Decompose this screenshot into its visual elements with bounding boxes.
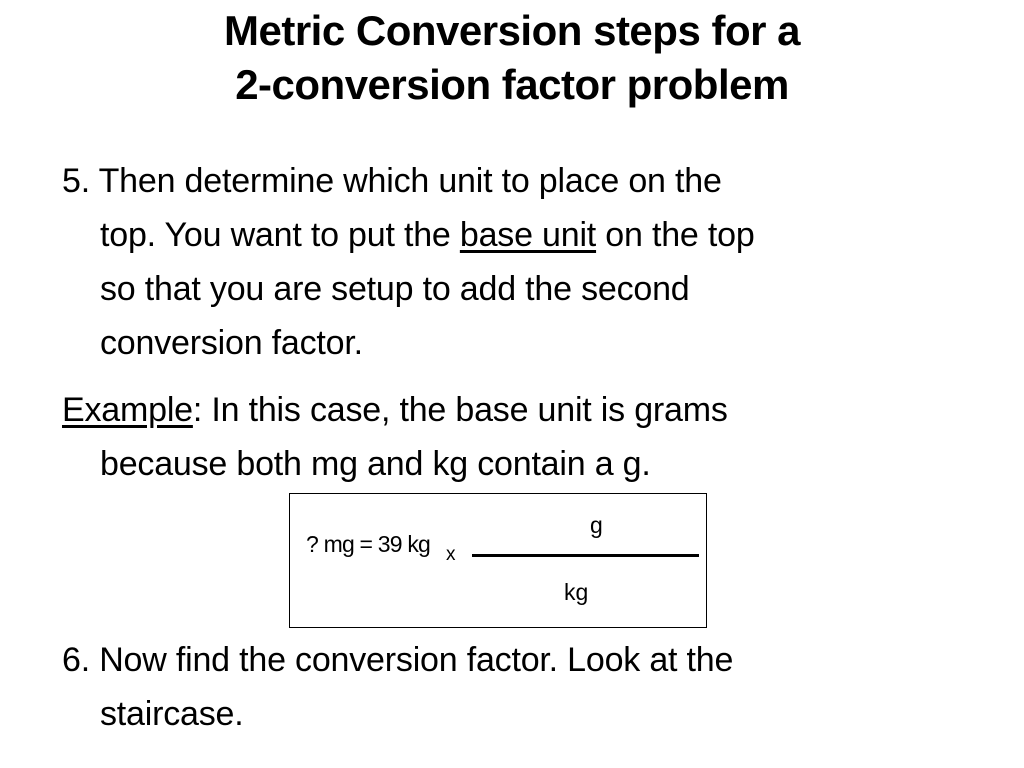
step-5-line-4: conversion factor. — [100, 324, 363, 362]
step-6-line-1: 6. Now find the conversion factor. Look at the — [62, 641, 734, 679]
step-5-paragraph — [62, 154, 962, 370]
step-5-line-2 — [62, 208, 962, 262]
fraction-bar — [472, 554, 699, 557]
fraction-numerator: g — [590, 512, 603, 538]
title-line-2: 2-conversion factor problem — [235, 61, 789, 108]
step-5-line-2-end: on the top — [596, 216, 755, 254]
step-6-paragraph — [62, 633, 962, 741]
example-line-2: because both mg and kg contain a g. — [100, 445, 651, 483]
step-5-line-3: so that you are setup to add the second — [100, 270, 690, 308]
step-5-line-1: 5. Then determine which unit to place on the — [62, 162, 722, 200]
step-5-line-2-start: top. You want to put the — [100, 216, 460, 254]
example-paragraph — [62, 383, 962, 491]
equation-left-side: ? mg = 39 kg — [306, 531, 431, 557]
slide-title — [0, 4, 1024, 112]
title-line-1: Metric Conversion steps for a — [224, 7, 800, 54]
multiply-symbol: x — [446, 544, 456, 565]
fraction-denominator: kg — [564, 579, 589, 605]
conversion-equation-box — [289, 493, 707, 628]
base-unit-underlined: base unit — [459, 216, 597, 254]
step-6-line-2: staircase. — [100, 695, 244, 733]
example-line-1-text: : In this case, the base unit is grams — [192, 391, 728, 429]
example-line-1 — [62, 383, 962, 437]
example-label: Example — [62, 391, 193, 429]
